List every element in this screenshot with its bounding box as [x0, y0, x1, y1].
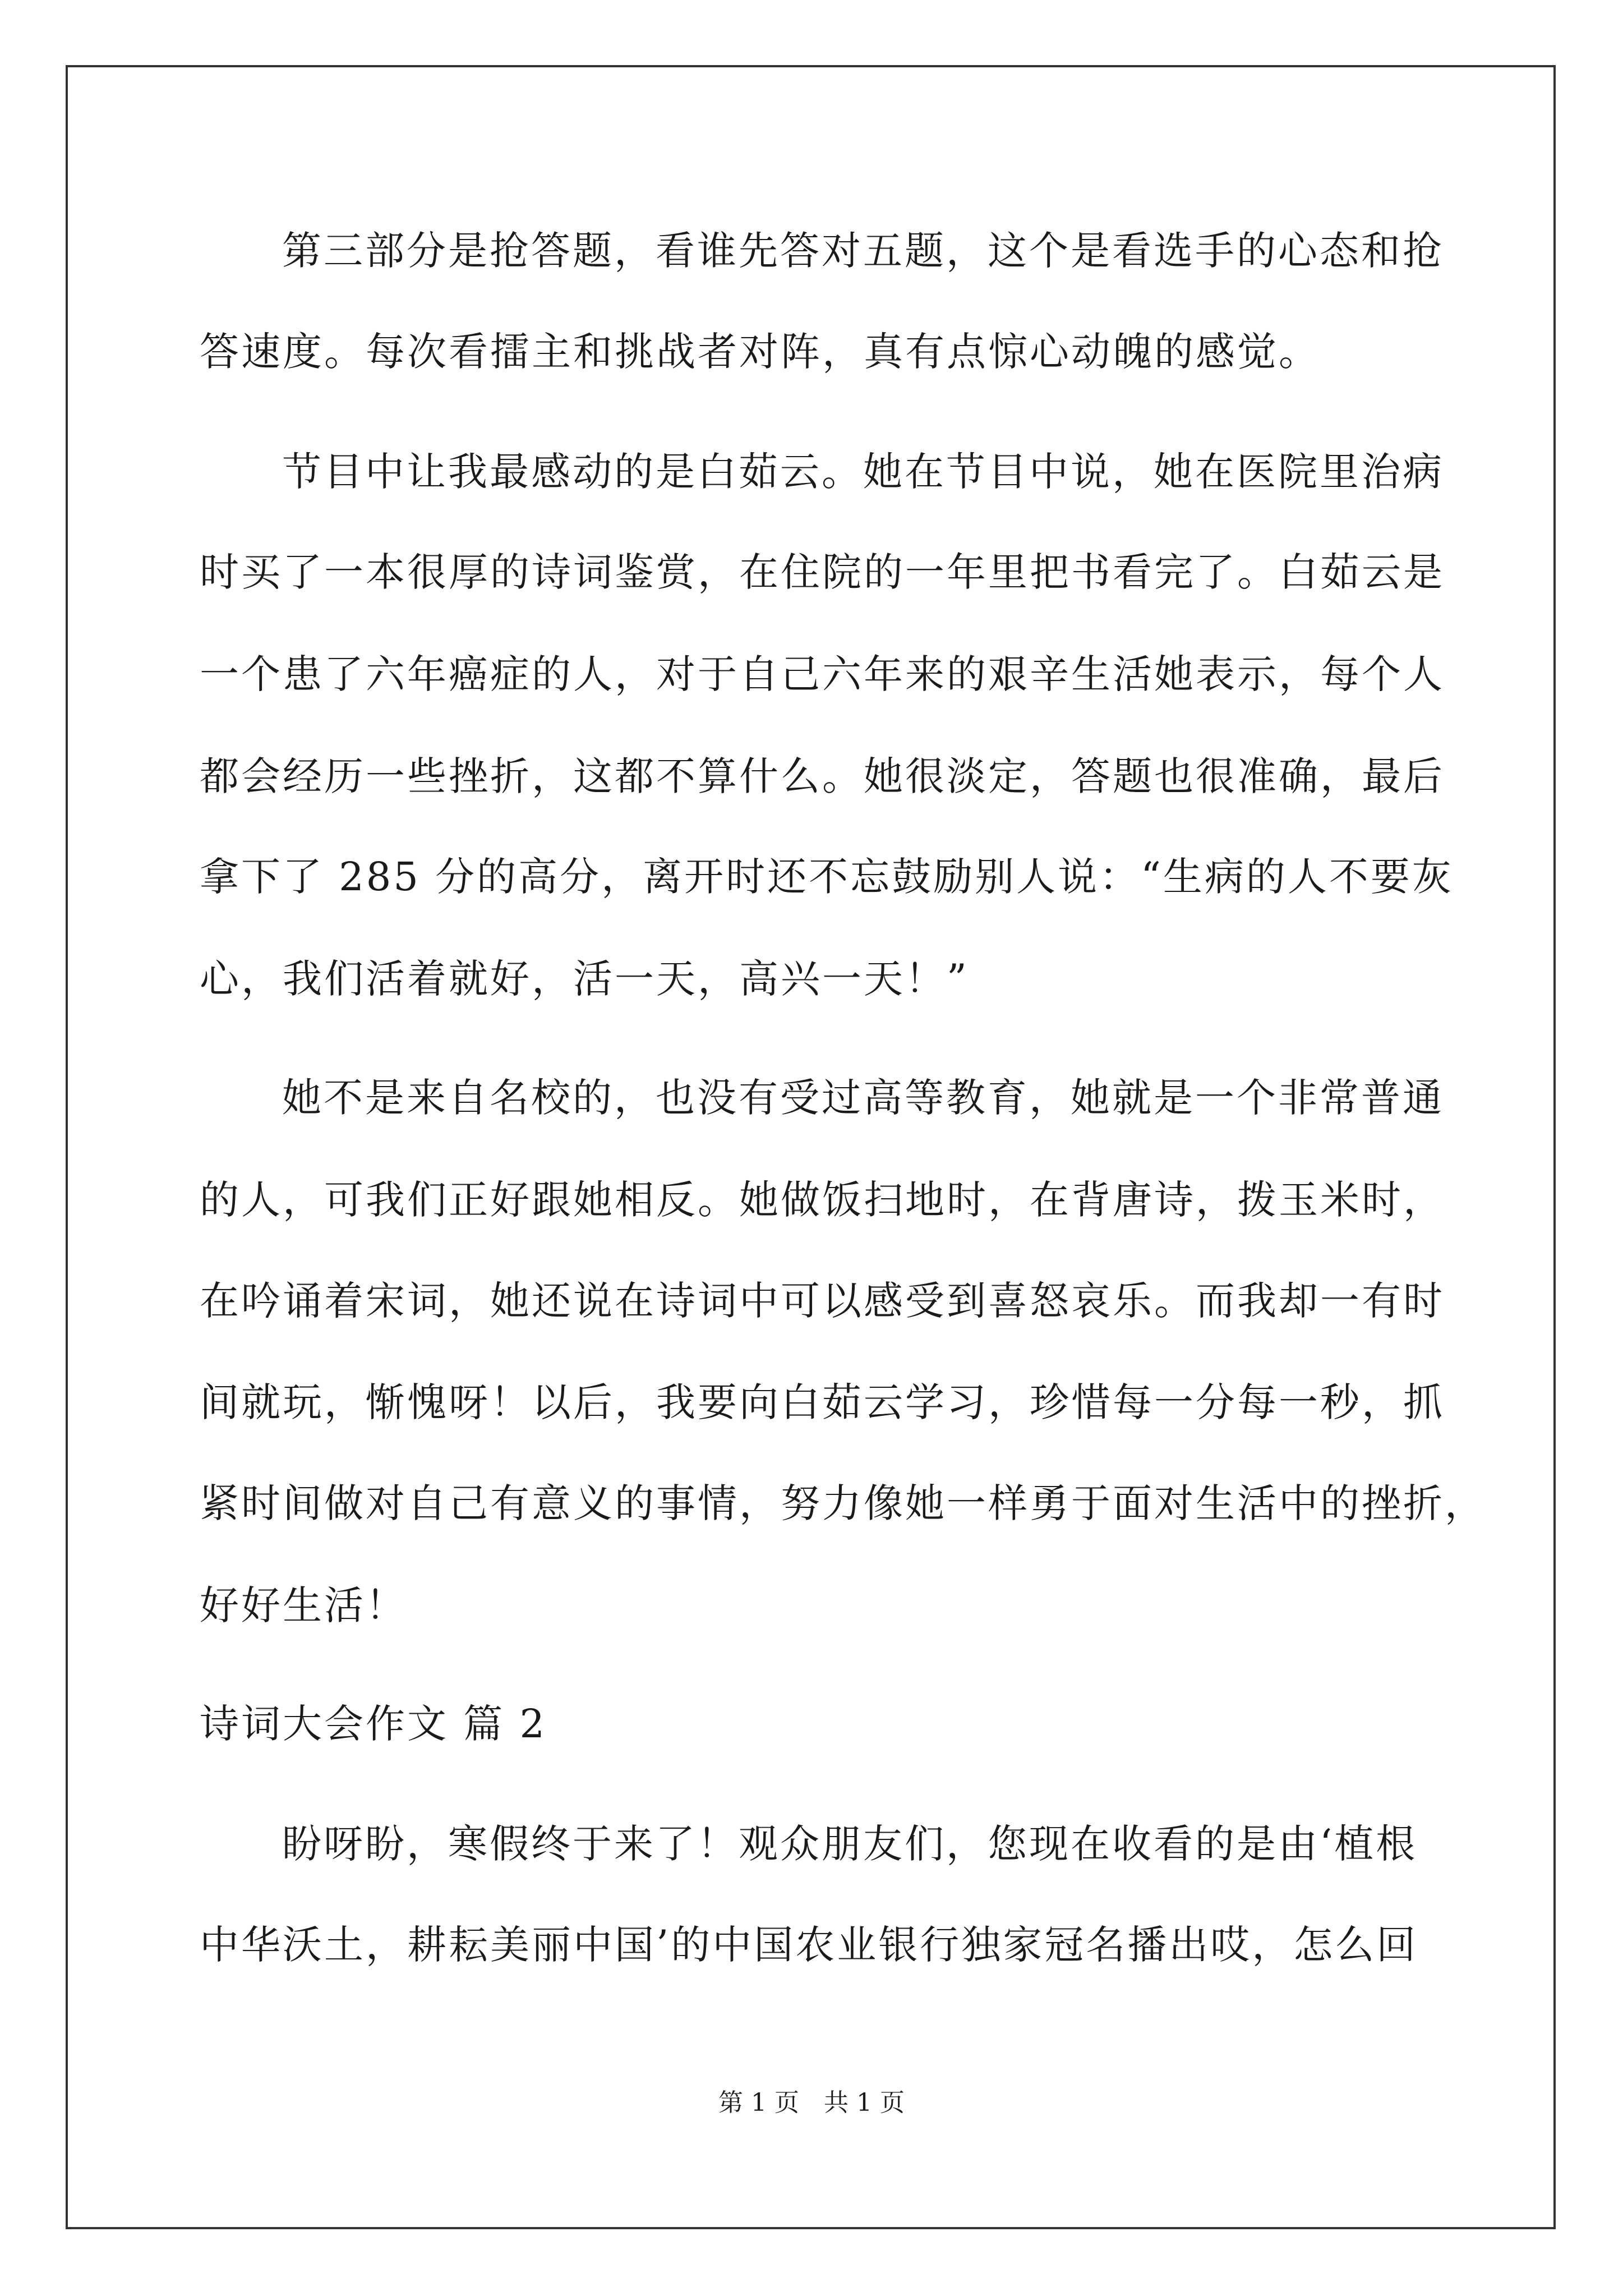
text-line: 中华沃土，耕耘美丽中国’的中国农业银行独家冠名播出哎，怎么回 — [200, 1922, 1418, 1968]
text-line: 心，我们活着就好，活一天，高兴一天！” — [200, 956, 969, 1002]
text-line: 在吟诵着宋词，她还说在诗词中可以感受到喜怒哀乐。而我却一有时 — [200, 1278, 1445, 1324]
text-line: 紧时间做对自己有意义的事情，努力像她一样勇于面对生活中的挫折， — [200, 1480, 1486, 1526]
text-line: 间就玩，惭愧呀！以后，我要向白茹云学习，珍惜每一分每一秒，抓 — [200, 1379, 1445, 1425]
text-line: 她不是来自名校的，也没有受过高等教育，她就是一个非常普通 — [282, 1075, 1444, 1121]
page-border — [66, 65, 1556, 2229]
text-line: 时买了一本很厚的诗词鉴赏，在住院的一年里把书看完了。白茹云是 — [200, 549, 1445, 595]
text-line: 盼呀盼，寒假终于来了！观众朋友们，您现在收看的是由‘植根 — [282, 1821, 1418, 1867]
text-line: 节目中让我最感动的是白茹云。她在节目中说，她在医院里治病 — [282, 449, 1444, 495]
text-line: 好好生活！ — [200, 1582, 407, 1628]
text-line: 答速度。每次看擂主和挑战者对阵，真有点惊心动魄的感觉。 — [200, 329, 1320, 375]
text-line: 都会经历一些挫折，这都不算什么。她很淡定，答题也很准确，最后 — [200, 753, 1445, 799]
text-line: 拿下了 285 分的高分，离开时还不忘鼓励别人说：“生病的人不要灰 — [200, 854, 1454, 900]
text-line: 的人，可我们正好跟她相反。她做饭扫地时，在背唐诗，拨玉米时， — [200, 1177, 1445, 1223]
page-number-footer: 第 1 页 共 1 页 — [718, 2088, 905, 2117]
section-heading: 诗词大会作文 篇 2 — [200, 1701, 547, 1747]
text-line: 一个患了六年癌症的人，对于自己六年来的艰辛生活她表示，每个人 — [200, 651, 1445, 697]
text-line: 第三部分是抢答题，看谁先答对五题，这个是看选手的心态和抢 — [282, 228, 1444, 274]
